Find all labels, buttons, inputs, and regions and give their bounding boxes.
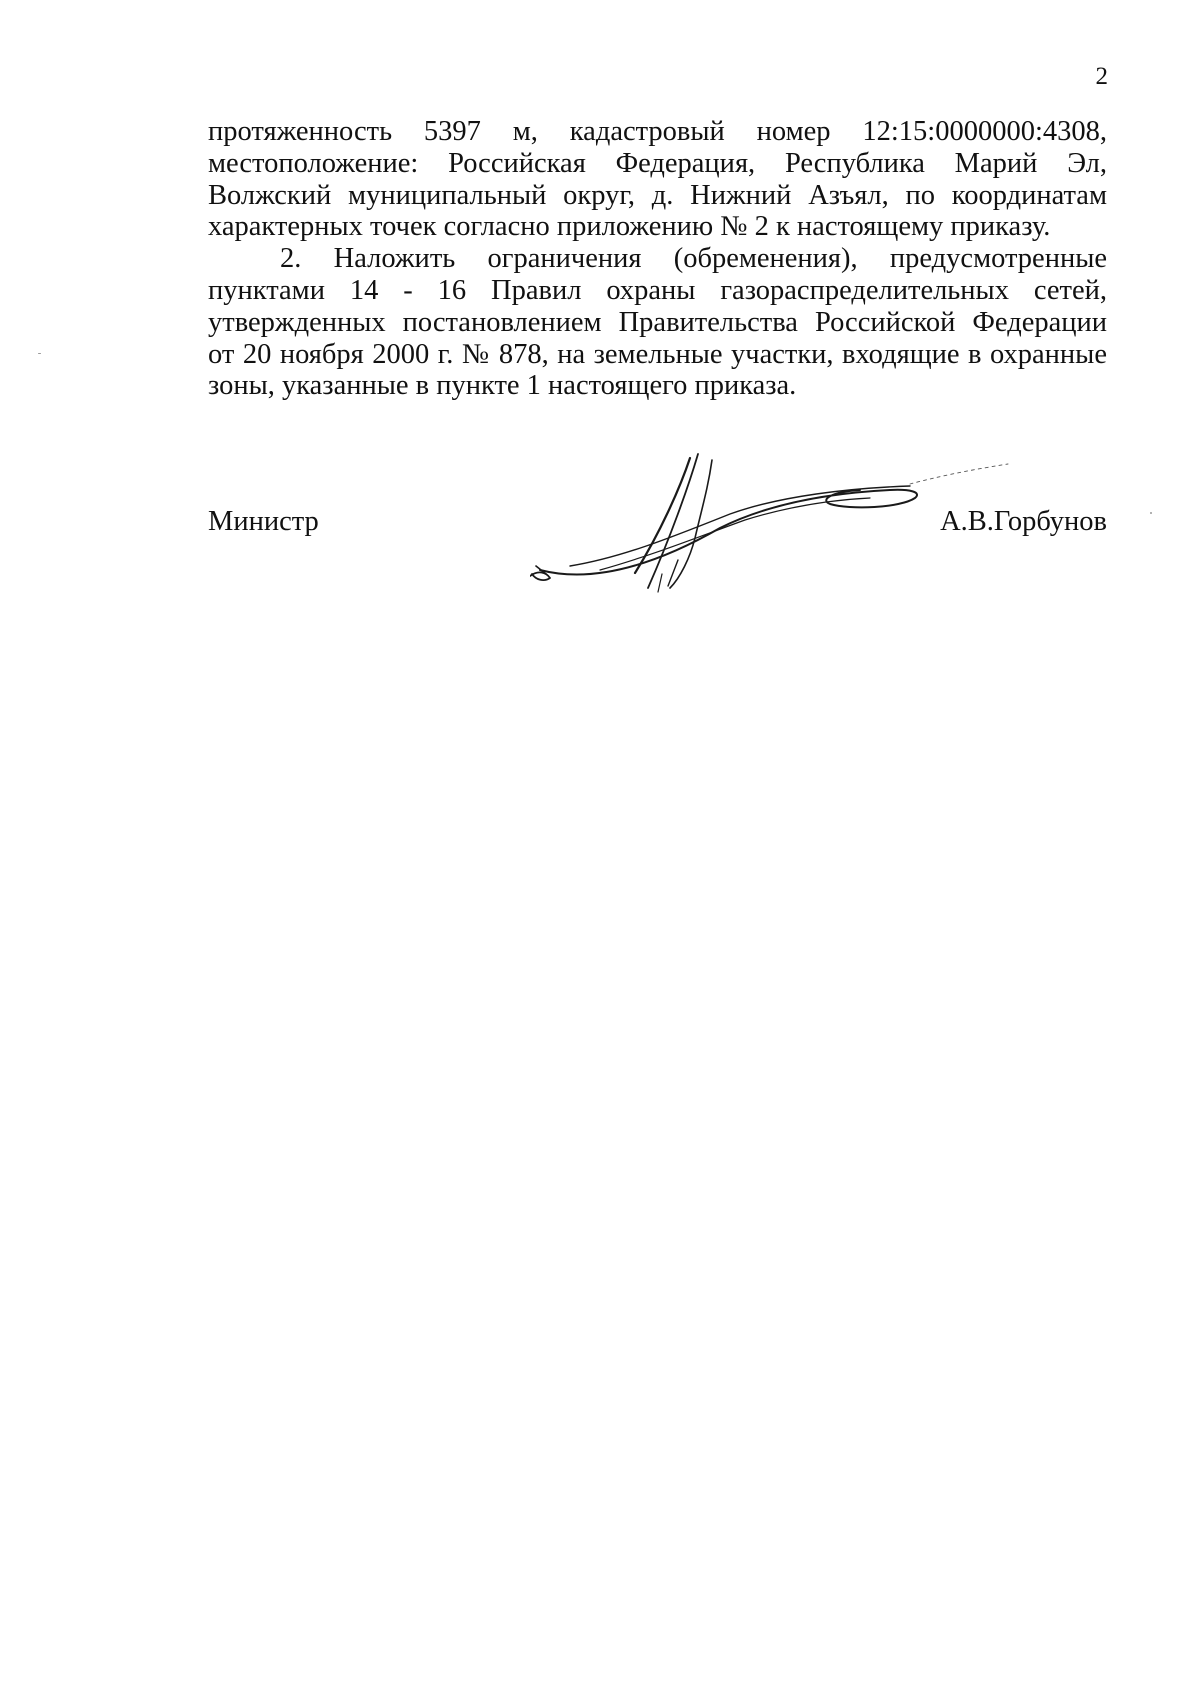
paragraph-line: Волжский муниципальный округ, д. Нижний Азъял, по координатам xyxy=(208,179,1107,211)
paragraph-line: зоны, указанные в пункте 1 настоящего приказа. xyxy=(208,370,797,402)
paragraph-line: пунктами 14 - 16 Правил охраны газораспределительных сетей, xyxy=(208,274,1107,306)
handwritten-signature xyxy=(530,448,1010,608)
signer-position: Министр xyxy=(208,506,319,537)
scan-speck xyxy=(38,353,41,354)
paragraph-line: утвержденных постановлением Правительства Российской Федерации xyxy=(208,306,1107,338)
paragraph-2 xyxy=(208,243,1107,402)
paragraph-1 xyxy=(208,116,1107,243)
paragraph-line: протяженность 5397 м, кадастровый номер 12:15:0000000:4308, xyxy=(208,116,1107,147)
scan-speck xyxy=(1150,512,1152,514)
paragraph-line: 2. Наложить ограничения (обременения), предусмотренные xyxy=(280,243,1107,275)
document-body xyxy=(208,116,1107,402)
paragraph-line: характерных точек согласно приложению № 2 к настоящему приказу. xyxy=(208,211,1051,243)
page-number: 2 xyxy=(1095,63,1108,90)
paragraph-line: от 20 ноября 2000 г. № 878, на земельные участки, входящие в охранные xyxy=(208,338,1107,370)
signer-name: А.В.Горбунов xyxy=(940,506,1107,537)
paragraph-line: местоположение: Российская Федерация, Республика Марий Эл, xyxy=(208,147,1107,179)
